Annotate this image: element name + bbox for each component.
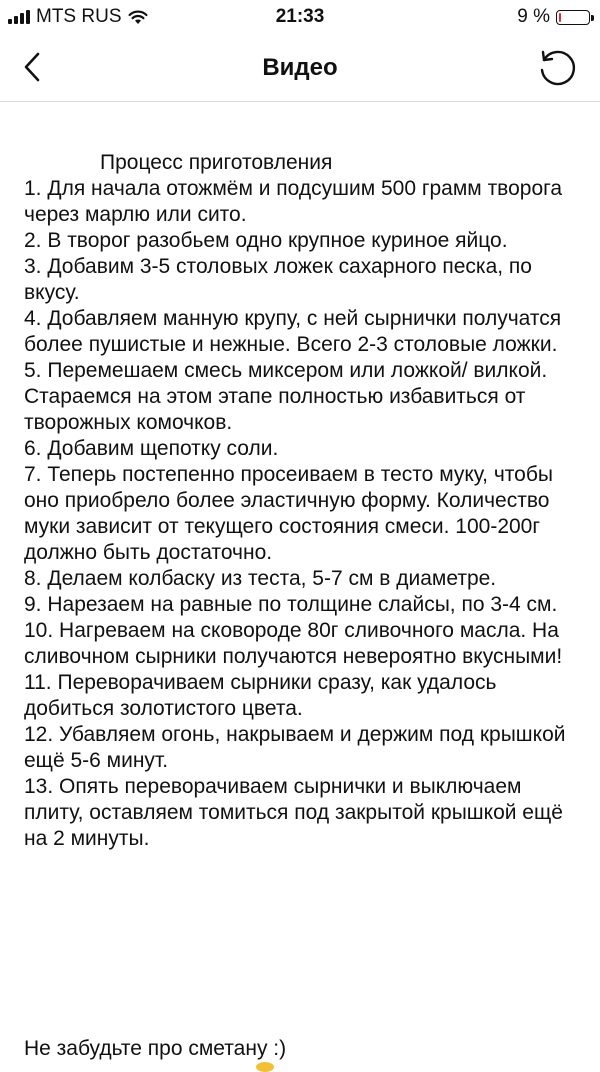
recipe-step: 12. Убавляем огонь, накрываем и держим под крышкой ещё 5-6 минут.: [24, 723, 566, 772]
recipe-step: 5. Перемешаем смесь миксером или ложкой/ вилкой. Стараемся на этом этапе полностью избавиться от творожных комочков.: [24, 359, 548, 434]
recipe-step: 10. Нагреваем на сковороде 80г сливочного масла. На сливочном сырники получаются невероятно вкусными!: [24, 619, 563, 668]
recipe-step: 11. Переворачиваем сырники сразу, как удалось добиться золотистого цвета.: [24, 671, 497, 720]
recipe-step: 6. Добавим щепотку соли.: [24, 437, 279, 460]
refresh-button[interactable]: [534, 46, 578, 90]
recipe-step: 3. Добавим 3-5 столовых ложек сахарного песка, по вкусу.: [24, 255, 532, 304]
recipe-step: 9. Нарезаем на равные по толщине слайсы, по 3-4 см.: [24, 593, 558, 616]
page-title: Видео: [262, 54, 338, 81]
emoji-icon: [256, 1062, 274, 1072]
status-right: [517, 6, 590, 28]
battery-icon: [556, 10, 590, 25]
recipe-step: 13. Опять переворачиваем сырнички и выключаем плиту, оставляем томиться под закрытой крышкой ещё на 2 минуты.: [24, 775, 563, 850]
footer-note: Не забудьте про сметану :): [24, 1037, 287, 1060]
recipe-step: 8. Делаем колбаску из теста, 5-7 см в диаметре.: [24, 567, 497, 590]
recipe-step: 7. Теперь постепенно просеиваем в тесто муку, чтобы оно приобрело более эластичную форму. Количество муки зависит от текущего состояния смеси. 100-200г должно быть достаточно.: [24, 463, 553, 564]
refresh-icon: [534, 46, 578, 90]
carrier-name: MTS RUS: [36, 6, 122, 27]
battery-percent: 9 %: [517, 6, 550, 27]
recipe-text: [24, 150, 584, 852]
recipe-step: 2. В творог разобьем одно крупное куриное яйцо.: [24, 229, 508, 252]
recipe-step: 1. Для начала отожмём и подсушим 500 грамм творога через марлю или сито.: [24, 177, 563, 226]
navigation-bar: [0, 34, 600, 102]
recipe-heading: Процесс приготовления: [100, 151, 333, 174]
battery-level: [559, 13, 561, 22]
status-time: 21:33: [275, 6, 325, 27]
status-bar: [0, 0, 600, 34]
recipe-step: 4. Добавляем манную крупу, с ней сырнички получатся более пушистые и нежные. Всего 2-3 столовые ложки.: [24, 307, 562, 356]
